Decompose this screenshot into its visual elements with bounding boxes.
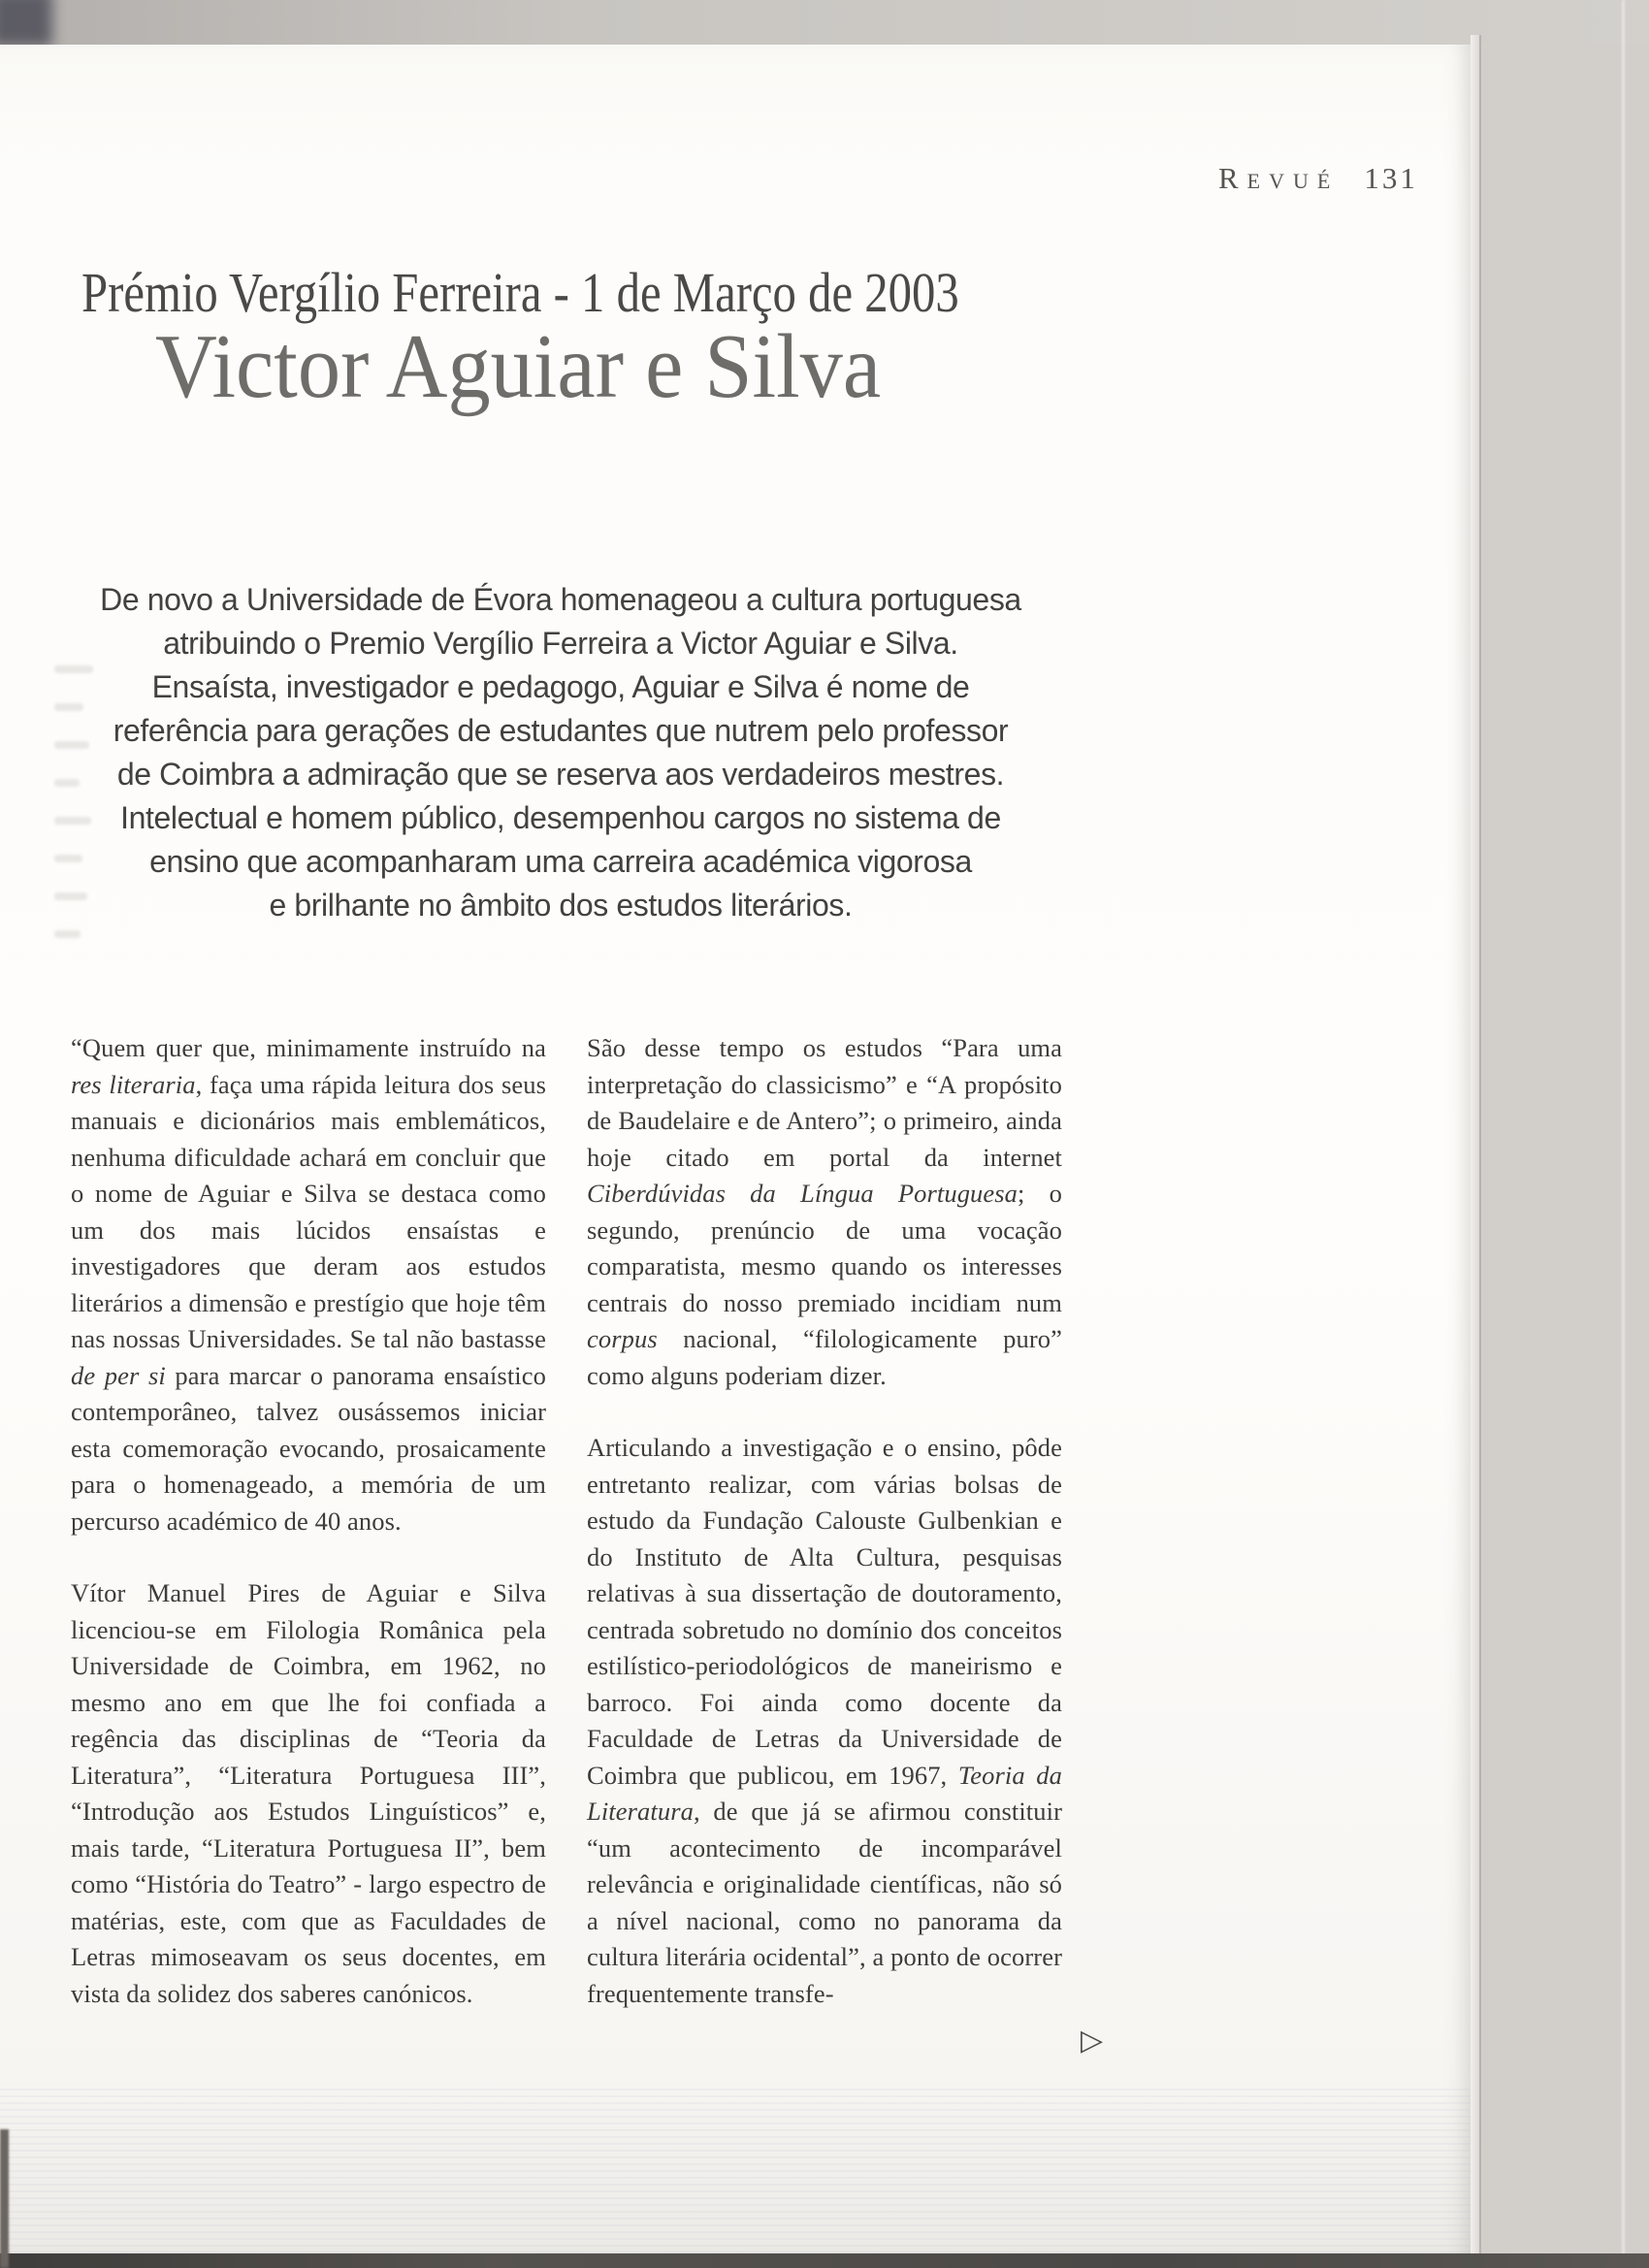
lead-line: atribuindo o Premio Vergílio Ferreira a Victor Aguiar e Silva. — [163, 626, 958, 661]
magazine-page — [0, 45, 1471, 2253]
continuation-arrow-icon: ▷ — [1081, 2024, 1104, 2057]
lead-line: de Coimbra a admiração que se reserva aos verdadeiros mestres. — [116, 757, 1005, 792]
column-left — [71, 1030, 546, 2048]
lead-line: Intelectual e homem público, desempenhou cargos no sistema de — [120, 800, 1001, 835]
lead-line: Ensaísta, investigador e pedagogo, Aguiar e Silva é nome de — [151, 669, 970, 704]
page-edge-highlight — [1471, 35, 1481, 2253]
lead-line: ensino que acompanharam uma carreira académica vigorosa — [149, 844, 972, 879]
body-paragraph: Articulando a investigação e o ensino, pôde entretanto realizar, com várias bolsas de estudo da Fundação Calouste Gulbenkian e do Instituto de Alta Cultura, pesquisas relativas à sua dissertação de doutoramento, centrada sobretudo no domínio dos conceitos estilístico-periodológicos de maneirismo e barroco. Foi ainda como docente da Faculdade de Letras da Universidade de Coimbra que publicou, em 1967, Teoria da Literatura, de que já se afirmou constituir “um acontecimento de incomparável relevância e originalidade científicas, não só a nível nacional, como no panorama da cultura literária ocidental”, a ponto de ocorrer frequentemente transfe- — [587, 1433, 1062, 2008]
page-number: 131 — [1364, 161, 1418, 195]
scan-artifact-bottom-left — [0, 2129, 9, 2268]
scanner-edge-bottom — [0, 2253, 1649, 2268]
bleedthrough-mark — [54, 930, 81, 938]
scan-artifact-corner — [0, 0, 52, 47]
page-header — [1218, 161, 1418, 196]
column-right — [587, 1030, 1062, 2048]
lead-line: referência para gerações de estudantes que nutrem pelo professor — [113, 713, 1009, 748]
kicker-title: Prémio Vergílio Ferreira - 1 de Março de 2003 — [81, 261, 959, 324]
body-paragraph: Vítor Manuel Pires de Aguiar e Silva licenciou-se em Filologia Românica pela Universidade de Coimbra, em 1962, no mesmo ano em que lhe foi confiada a regência das disciplinas de “Teoria da Literatura”, “Literatura Portuguesa III”, “Introdução aos Estudos Linguísticos” e, mais tarde, “Literatura Portuguesa II”, bem como “História do Teatro” - largo espectro de matérias, este, com que as Faculdades de Letras mimoseavam os seus docentes, em vista da solidez dos saberes canónicos. — [71, 1578, 546, 2008]
lead-line: De novo a Universidade de Évora homenageou a cultura portuguesa — [100, 582, 1021, 617]
page-stack-edge — [1622, 0, 1625, 2268]
lead-paragraph — [56, 578, 1065, 927]
body-paragraph: “Quem quer que, minimamente instruído na res literaria, faça uma rápida leitura dos seus manuais e dicionários mais emblemáticos, nenhuma dificuldade achará em concluir que o nome de Aguiar e Silva se destaca como um dos mais lúcidos ensaístas e investigadores que deram aos estudos literários a dimensão e prestígio que hoje têm nas nossas Universidades. Se tal não bastasse de per si para marcar o panorama ensaístico contemporâneo, talvez ousássemos iniciar esta comemoração evocando, prosaicamente para o homenageado, a memória de um percurso académico de 40 anos. — [71, 1033, 546, 1536]
body-paragraph: São desse tempo os estudos “Para uma interpretação do classicismo” e “A propósito de Baudelaire e de Antero”; o primeiro, ainda hoje citado em portal da internet Ciberdúvidas da Língua Portuguesa; o segundo, prenúncio de uma vocação comparatista, mesmo quando os interesses centrais do nosso premiado incidiam num corpus nacional, “filologicamente puro” como alguns poderiam dizer. — [587, 1033, 1063, 1390]
article-title: Victor Aguiar e Silva — [155, 316, 882, 417]
scanner-edge-top — [0, 0, 1649, 45]
magazine-title: Revué — [1218, 161, 1340, 195]
scan-texture-bottom — [0, 2089, 1471, 2253]
lead-line: e brilhante no âmbito dos estudos literários. — [269, 888, 853, 923]
body-columns — [71, 1030, 1062, 2048]
